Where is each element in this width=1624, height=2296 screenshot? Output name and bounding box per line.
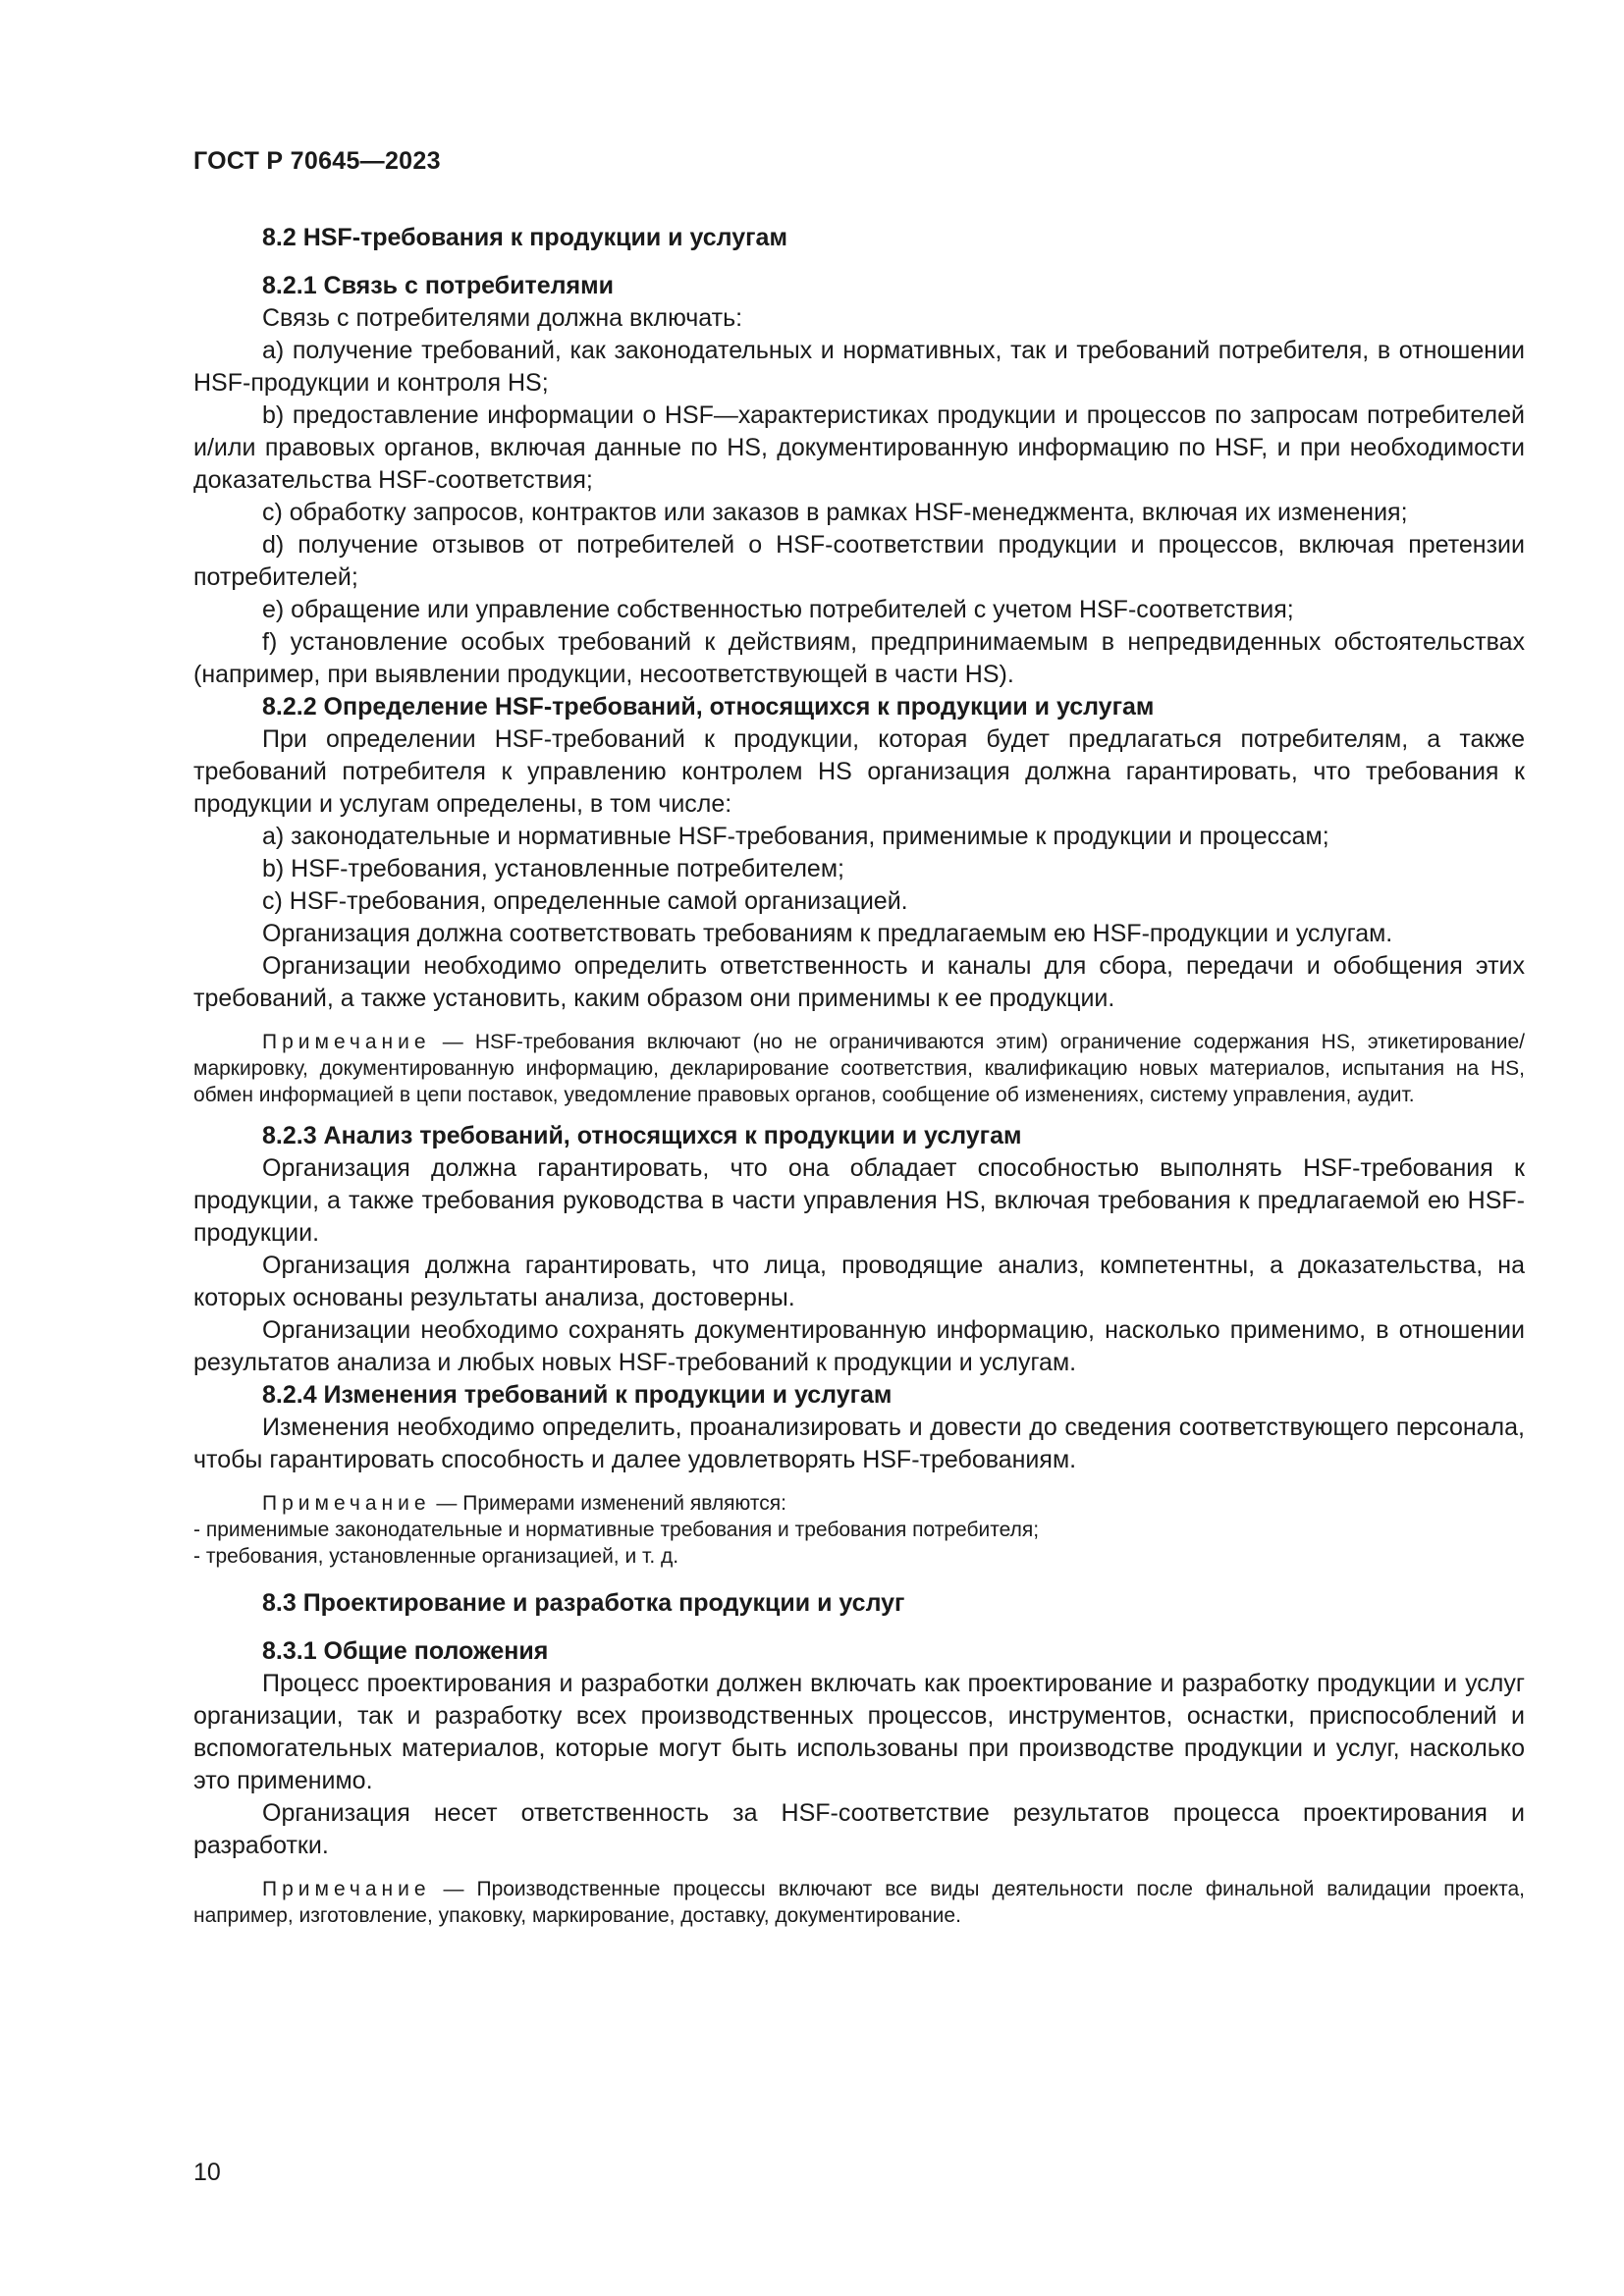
note-label: Примечание — [262, 1031, 431, 1053]
note-text: — Примерами изменений являются: — [430, 1492, 786, 1515]
section-8-2-3-title: 8.2.3 Анализ требований, относящихся к продукции и услугам — [262, 1122, 1022, 1149]
section-8-2-4-title: 8.2.4 Изменения требований к продукции и услугам — [262, 1381, 893, 1409]
document-header: ГОСТ Р 70645—2023 — [193, 147, 441, 175]
section-8-2-4-note — [193, 1490, 1525, 1517]
section-8-3-1-para-1: Процесс проектирования и разработки должен включать как проектирование и разработку продукции и услуг организации, так и разработку всех производственных процессов, инструментов, оснастки, приспособлений и вспомогательных материалов, которые могут быть использованы при производстве продукции и услуг, насколько это применимо. — [193, 1670, 1525, 1794]
section-8-2-3-para-3: Организации необходимо сохранять документированную информацию, насколько применимо, в отношении результатов анализа и любых новых HSF-требований к продукции и услугам. — [193, 1316, 1525, 1376]
section-8-3-1-para-2: Организация несет ответственность за HSF-соответствие результатов процесса проектирования и разработки. — [193, 1799, 1525, 1859]
section-8-2-1-intro: Связь с потребителями должна включать: — [262, 304, 743, 332]
note-text: — Производственные процессы включают все виды деятельности после финальной валидации проекта, например, изготовление, упаковку, маркирование, доставку, документирование. — [193, 1878, 1525, 1927]
section-8-2-2-item-b: b) HSF-требования, установленные потребителем; — [262, 855, 844, 882]
section-8-2-3-para-1: Организация должна гарантировать, что она обладает способностью выполнять HSF-требования к продукции, а также требования руководства в части управления HS, включая требования к предлагаемой ею HSF-продукции. — [193, 1154, 1525, 1247]
section-8-2-1-item-a: a) получение требований, как законодательных и нормативных, так и требований потребителя, в отношении HSF-продукции и контроля HS; — [193, 337, 1525, 397]
section-8-2-1-title: 8.2.1 Связь с потребителями — [262, 272, 614, 299]
section-8-2-2-para-3: Организации необходимо определить ответственность и каналы для сбора, передачи и обобщения этих требований, а также установить, каким образом они применимы к ее продукции. — [193, 952, 1525, 1012]
section-8-2-1-item-e: e) обращение или управление собственностью потребителей с учетом HSF-соответствия; — [262, 596, 1294, 623]
section-8-2-2-para-2: Организация должна соответствовать требованиям к предлагаемым ею HSF-продукции и услугам. — [262, 920, 1393, 947]
section-8-2-2-title: 8.2.2 Определение HSF-требований, относящихся к продукции и услугам — [262, 693, 1155, 721]
section-8-3-1-note — [193, 1876, 1525, 1929]
section-8-2-4-para-1: Изменения необходимо определить, проанализировать и довести до сведения соответствующего персонала, чтобы гарантировать способность и далее удовлетворять HSF-требованиям. — [193, 1414, 1525, 1473]
note-list-item: - применимые законодательные и нормативные требования и требования потребителя; — [193, 1519, 1040, 1541]
section-8-2-1-item-d: d) получение отзывов от потребителей о HSF-соответствии продукции и процессов, включая претензии потребителей; — [193, 531, 1525, 591]
section-8-2-3-para-2: Организация должна гарантировать, что лица, проводящие анализ, компетентны, а доказательства, на которых основаны результаты анализа, достоверны. — [193, 1252, 1525, 1311]
note-label: Примечание — [262, 1878, 431, 1900]
section-8-3-title: 8.3 Проектирование и разработка продукции и услуг — [262, 1589, 905, 1617]
page-number: 10 — [193, 2159, 221, 2186]
section-8-2-1-item-f: f) установление особых требований к действиям, предпринимаемым в непредвиденных обстоятельствах (например, при выявлении продукции, несоответствующей в части HS). — [193, 628, 1525, 688]
section-8-2-2-item-a: a) законодательные и нормативные HSF-требования, применимые к продукции и процессам; — [262, 823, 1329, 850]
note-text: — HSF-требования включают (но не ограничиваются этим) ограничение содержания HS, этикетирование/маркировку, документированную информацию, декларирование соответствия, квалификацию новых материалов, испытания на HS, обмен информацией в цепи поставок, уведомление правовых органов, сообщение об изменениях, систему управления, аудит. — [193, 1031, 1525, 1106]
section-8-2-2-item-c: c) HSF-требования, определенные самой организацией. — [262, 887, 908, 915]
note-label: Примечание — [262, 1492, 431, 1515]
section-8-2-2-note — [193, 1029, 1525, 1108]
section-8-2-1-item-b: b) предоставление информации о HSF—характеристиках продукции и процессов по запросам потребителей и/или правовых органов, включая данные по HS, документированную информацию по HSF, и при необходимости доказательства HSF-соответствия; — [193, 401, 1525, 494]
document-body — [193, 222, 1525, 1941]
section-8-3-1-title: 8.3.1 Общие положения — [262, 1637, 549, 1665]
section-8-2-4-note-list — [193, 1517, 1525, 1570]
section-8-2-title: 8.2 HSF-требования к продукции и услугам — [262, 224, 787, 251]
note-list-item: - требования, установленные организацией, и т. д. — [193, 1545, 679, 1568]
section-8-2-2-para-1: При определении HSF-требований к продукции, которая будет предлагаться потребителям, а также требований потребителя к управлению контролем HS организация должна гарантировать, что требования к продукции и услугам определены, в том числе: — [193, 725, 1525, 818]
section-8-2-1-item-c: c) обработку запросов, контрактов или заказов в рамках HSF-менеджмента, включая их изменения; — [262, 499, 1408, 526]
